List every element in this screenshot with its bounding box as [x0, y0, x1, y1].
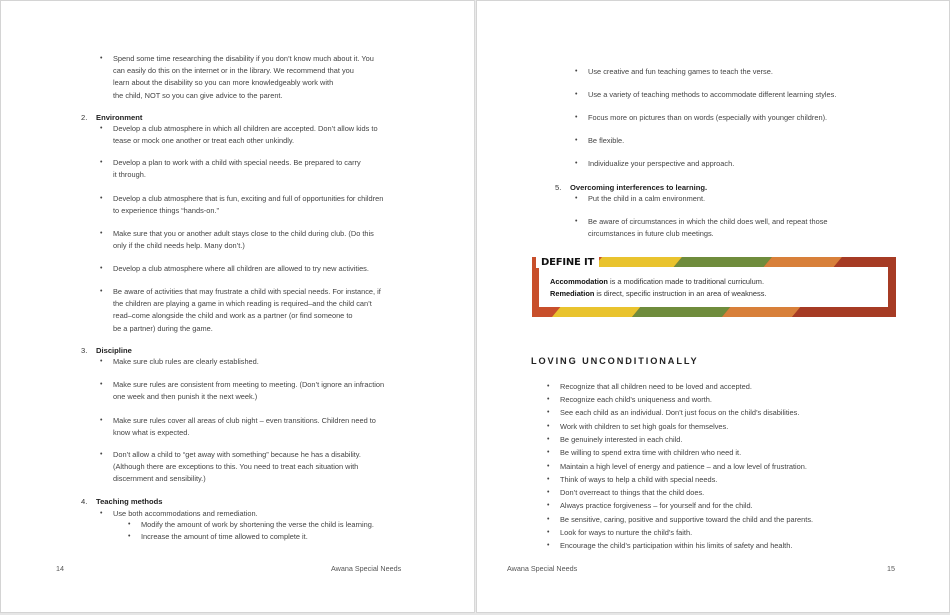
define-it-tag: DEFINE IT — [536, 257, 599, 268]
text-line: • Don’t allow a child to “get away with something” because he has a disability. — [113, 450, 361, 459]
text-line: discernment and sensibility.) — [113, 474, 206, 484]
list-item: • Work with children to set high goals for themselves. — [560, 421, 728, 433]
section-number: 4. — [81, 497, 88, 506]
list-item: • Recognize that all children need to be loved and accepted. — [560, 381, 752, 393]
list-item: • Use a variety of teaching methods to accommodate different learning styles. — [588, 89, 836, 101]
text-line: • Put the child in a calm environment. — [588, 194, 706, 203]
text-line: • Make sure club rules are clearly established. — [113, 357, 259, 366]
text-line: tease or mock one another or treat each other unkindly. — [113, 136, 295, 146]
list-item — [113, 193, 383, 217]
list-item — [113, 263, 369, 275]
text-line: the child, NOT so you can give advice to the parent. — [113, 90, 283, 100]
text-line: • Make sure that you or another adult stays close to the child during club. (Do this — [113, 229, 374, 238]
list-item: • Focus more on pictures than on words (especially with younger children). — [588, 112, 827, 124]
text-line: to experience things “hands-on.” — [113, 206, 219, 216]
text-line: • Develop a plan to work with a child with special needs. Be prepared to carry — [113, 158, 361, 167]
page-number: 15 — [887, 564, 895, 573]
teaching-methods-heading: Teaching methods — [96, 497, 163, 506]
list-item: • See each child as an individual. Don’t just focus on the child’s disabilities. — [560, 407, 799, 419]
definition-term: Remediation — [550, 289, 595, 298]
text-line: (Although there are exceptions to this. You need to treat each situation with — [113, 462, 359, 472]
list-item: • Be sensitive, caring, positive and supportive toward the child and the parents. — [560, 514, 813, 526]
list-item: • Use creative and fun teaching games to teach the verse. — [588, 66, 773, 78]
list-item — [588, 193, 705, 205]
definition-text: is direct, specific instruction in an area of weakness. — [594, 289, 767, 298]
list-item — [113, 449, 361, 486]
list-item: • Don’t overreact to things that the child does. — [560, 487, 704, 499]
list-item: • Always practice forgiveness – for yourself and for the child. — [560, 500, 753, 512]
text-line: the children are playing a game in which reading is required–and the child can’t — [113, 299, 372, 309]
text-line: one week and then punish it the next week.) — [113, 392, 258, 402]
list-item: • Use both accommodations and remediation. — [113, 508, 258, 520]
discipline-heading: Discipline — [96, 346, 132, 355]
list-item — [113, 286, 381, 335]
list-item — [113, 379, 384, 403]
list-item: • Be flexible. — [588, 135, 624, 147]
section-number: 3. — [81, 346, 88, 355]
list-item: • Recognize each child’s uniqueness and worth. — [560, 394, 712, 406]
footer-title: Awana Special Needs — [507, 564, 578, 573]
text-line: it through. — [113, 170, 146, 180]
section-number: 2. — [81, 113, 88, 122]
list-item — [113, 157, 361, 181]
text-line: read–come alongside the child and work as a partner (or find someone to — [113, 311, 353, 321]
environment-heading: Environment — [96, 113, 143, 122]
text-line: only if the child needs help. Many don’t.) — [113, 241, 245, 251]
text-line: • Be aware of activities that may frustrate a child with special needs. For instance, if — [113, 287, 381, 296]
text-line: • Develop a club atmosphere in which all children are accepted. Don’t allow kids to — [113, 124, 378, 133]
intro-bullet — [113, 53, 374, 102]
list-item: • Maintain a high level of energy and patience – and a low level of frustration. — [560, 461, 807, 473]
list-item: • Think of ways to help a child with special needs. — [560, 474, 717, 486]
text-line: can easily do this on the internet or in the library. We recommend that you — [113, 66, 354, 76]
text-line: • Make sure rules are consistent from meeting to meeting. (Don’t ignore an infraction — [113, 380, 385, 389]
text-line: • Develop a club atmosphere that is fun, exciting and full of opportunities for children — [113, 194, 384, 203]
section-number: 5. — [555, 183, 562, 192]
definition-text: is a modification made to traditional curriculum. — [607, 277, 764, 286]
footer-title: Awana Special Needs — [331, 564, 402, 573]
list-item: • Individualize your perspective and approach. — [588, 158, 734, 170]
text-line: • Be aware of circumstances in which the child does well, and repeat those — [588, 217, 828, 226]
left-page — [0, 0, 475, 613]
list-item — [113, 415, 376, 439]
text-line: learn about the disability so you can more knowledgeably work with — [113, 78, 334, 88]
list-item — [113, 228, 374, 252]
definition-term: Accommodation — [550, 277, 608, 286]
list-item — [113, 356, 259, 368]
define-it-panel — [539, 267, 888, 307]
loving-unconditionally-heading: LOVING UNCONDITIONALLY — [531, 356, 699, 366]
list-item: • Be willing to spend extra time with children who need it. — [560, 447, 741, 459]
text-line: know what is expected. — [113, 428, 190, 438]
list-item: • Look for ways to nurture the child’s faith. — [560, 527, 692, 539]
list-item: • Encourage the child’s participation within his limits of safety and health. — [560, 540, 792, 552]
interferences-heading: Overcoming interferences to learning. — [570, 183, 708, 192]
text-line: circumstances in future club meetings. — [588, 229, 714, 239]
text-line: be a partner) during the game. — [113, 323, 213, 333]
page-number: 14 — [56, 564, 64, 573]
definition-accommodation — [550, 276, 764, 287]
sub-list-item: • Increase the amount of time allowed to complete it. — [141, 531, 308, 543]
right-page — [476, 0, 950, 613]
sub-list-item: • Modify the amount of work by shortening the verse the child is learning. — [141, 519, 374, 531]
list-item: • Be genuinely interested in each child. — [560, 434, 682, 446]
text-line: • Spend some time researching the disability if you don’t know much about it. You — [113, 54, 374, 63]
list-item — [588, 216, 828, 240]
text-line: • Develop a club atmosphere where all children are allowed to try new activities. — [113, 264, 369, 273]
define-it-callout — [532, 257, 896, 317]
text-line: • Make sure rules cover all areas of club night – even transitions. Children need to — [113, 416, 376, 425]
list-item — [113, 123, 378, 147]
definition-remediation — [550, 288, 766, 299]
